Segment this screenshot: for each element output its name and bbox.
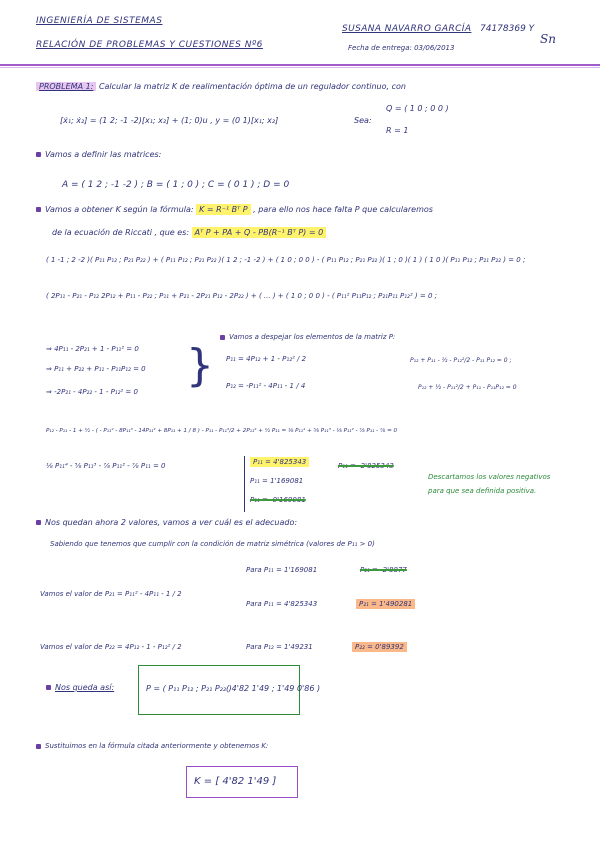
polynomial: ⅛ P₁₁⁴ - ⅝ P₁₁³ - ⅞ P₁₁² - ⅞ P₁₁ = 0 [46,462,166,470]
riccati-expanded-2: ( 2P₁₁ - P₂₁ - P₁₂ 2P₁₂ + P₁₁ - P₂₂ ; P₁₁ + P₂₁ - 2P₂₁ P₁₂ - 2P₂₂ ) + ( ... ) + ( 1 0 ; 0 0 ) - ( P₁₁² P₁₁P₁₂ ; P₂₁P₁₁ P₁₂² ) = 0 ; [46,292,437,300]
p22-calc-label: Vamos el valor de P₂₂ = 4P₁₂ - 1 - P₁₂² / 2 [40,643,182,651]
problem-statement [36,82,406,91]
case-b-result: P₂₁ = 1'490281 [356,600,415,608]
step-result-p: Nos queda así: [46,683,114,692]
problem-label: PROBLEMA 1: [36,82,96,91]
side-equation-1: P₁₂ + P₁₁ - ½ - P₁₂²/2 - P₁₁ P₁₂ = 0 ; [410,357,512,364]
author-id: 74178369 Y [480,24,535,34]
step-k-formula: Vamos a obtener K según la fórmula: K = R⁻¹ Bᵀ P , para ello nos hace falta P que calcularemos [36,205,433,214]
bullet-icon [36,152,41,157]
sheet-title: RELACIÓN DE PROBLEMAS Y CUESTIONES Nº6 [36,40,263,50]
subject-title: INGENIERÍA DE SISTEMAS [36,16,163,26]
step-define-matrices: Vamos a definir las matrices: [36,150,161,159]
weights-q: Q = ( 1 0 ; 0 0 ) [386,104,449,113]
k-formula-highlight: K = R⁻¹ Bᵀ P [196,204,251,215]
case-a-result: P₂₁ = -2'8877 [360,566,407,574]
weights-prefix: Sea: [354,116,372,125]
root-1: P₁₁ = 4'825343 [250,458,309,466]
system-equation: [ẋ₁; ẋ₂] = (1 2; -1 -2)[x₁; x₂] + (1; 0)u , y = (0 1)[x₁; x₂] [60,116,279,125]
problem-text: Calcular la matriz K de realimentación óptima de un regulador continuo, con [98,82,406,91]
matrices-definition: A = ( 1 2 ; -1 -2 ) ; B = ( 1 ; 0 ) ; C = ( 0 1 ) ; D = 0 [62,180,290,190]
step-substitute: Sustituimos en la fórmula citada anteriormente y obtenemos K: [36,742,268,750]
system-eq-1: ⇒ 4P₁₁ - 2P₂₁ + 1 - P₁₁² = 0 [46,345,139,353]
weights-r: R = 1 [386,126,409,135]
header-rule-secondary [0,67,600,68]
bullet-icon [36,744,41,749]
bullet-icon [36,520,41,525]
symmetry-condition: Sabiendo que tenemos que cumplir con la condición de matriz simétrica (valores de P₁₁ > 0) [50,540,375,548]
case-a: Para P₁₁ = 1'169081 [246,566,318,574]
riccati-expanded-1: ( 1 -1 ; 2 -2 )( P₁₁ P₁₂ ; P₂₁ P₂₂ ) + ( P₁₁ P₁₂ ; P₂₁ P₂₂ )( 1 2 ; -1 -2 ) + ( 1 0 ; 0 0 ) - ( P₁₁ P₁₂ ; P₂₁ P₂₂ )( 1 ; 0 )( 1 ) ( 1 0 )( P₁₁ P₁₂ ; P₂₁ P₂₂ ) = 0 ; [46,256,526,264]
header-rule [0,64,600,66]
bullet-icon [220,335,225,340]
p-matrix-values: ( 4'82 1'49 ; 1'49 0'86 ) [226,684,321,693]
discard-note: Descartamos los valores negativos para que sea definida positiva. [428,473,551,495]
k-result: K = [ 4'82 1'49 ] [194,776,277,787]
long-substitution: P₁₂ - P₁₁ - 1 + ½ - ( - P₁₁⁴ - 8P₁₁³ - 14P₁₁² + 8P₁₁ + 1 / 8 ) - P₁₁ - P₁₁³/2 + 2P₁₁² + ½ P₁₁ = ⅛ P₁₁⁴ + ⅝ P₁₁³ - ⅛ P₁₁² - ⅞ P₁₁ - ⅞ = 0 [46,428,398,434]
p-matrix-symbolic: P = ( P₁₁ P₁₂ ; P₂₁ P₂₂ ) [146,684,232,693]
step-choose-value: Nos quedan ahora 2 valores, vamos a ver cuál es el adecuado: [36,518,297,527]
bullet-icon [36,207,41,212]
delivery-date: Fecha de entrega: 03/06/2013 [348,44,455,52]
root-3: P₁₁ = -0'169081 [250,496,306,504]
solve-note: Vamos a despejar los elementos de la matriz P: [220,333,395,341]
riccati-highlight: Aᵀ P + PA + Q - PB(R⁻¹ Bᵀ P) = 0 [192,227,327,238]
p11-expression: P₁₁ = 4P₁₂ + 1 - P₁₂² / 2 [226,355,307,363]
riccati-intro: de la ecuación de Riccati , que es: Aᵀ P + PA + Q - PB(R⁻¹ Bᵀ P) = 0 [52,228,326,237]
root-4: P₁₁ = -2'825343 [338,462,394,470]
p21-calc-label: Vamos el valor de P₂₁ = P₁₁² - 4P₁₁ - 1 / 2 [40,590,182,598]
author-name: SUSANA NAVARRO GARCÍA [342,24,472,34]
system-eq-2: ⇒ P₁₁ + P₂₂ + P₁₁ - P₁₁P₁₂ = 0 [46,365,146,373]
case-b: Para P₁₁ = 4'825343 [246,600,318,608]
p12-expression: P₁₂ = -P₁₁² - 4P₁₁ - 1 / 4 [226,382,306,390]
case-c: Para P₁₂ = 1'49231 [246,643,313,651]
side-equation-2: P₁₂ + ½ - P₁₁²/2 + P₁₁ - P₁₁P₁₂ = 0 [418,384,517,391]
system-eq-3: ⇒ -2P₂₁ - 4P₂₂ - 1 - P₁₂² = 0 [46,388,138,396]
root-2: P₁₁ = 1'169081 [250,477,304,485]
case-c-result: P₂₂ = 0'89392 [352,643,407,651]
bullet-icon [46,685,51,690]
system-brace: } [186,340,214,391]
signature: Sn [540,32,556,46]
roots-divider [244,456,245,512]
